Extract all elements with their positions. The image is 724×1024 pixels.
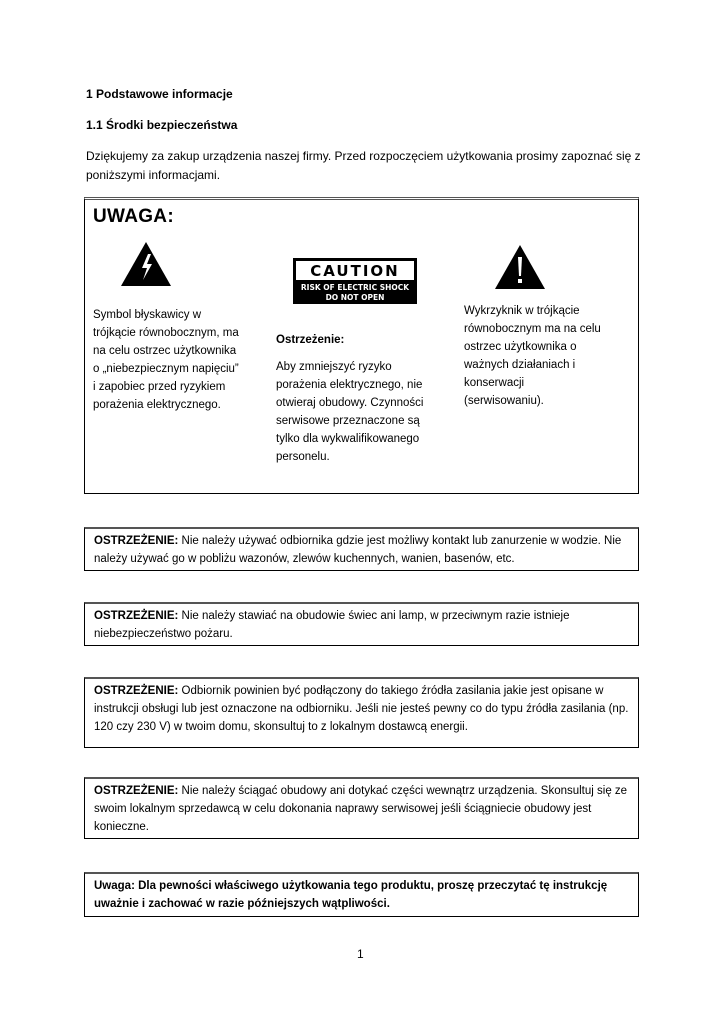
lightning-symbol-description: Symbol błyskawicy w trójkącie równobocznym, ma na celu ostrzec użytkownika o „niebezpiecznym napięciu” i zapobiec przed ryzykiem porażenia elektrycznego. (93, 309, 239, 411)
warning-label: OSTRZEŻENIE: (94, 685, 179, 697)
caution-heading: Ostrzeżenie: (276, 334, 345, 346)
caution-description: Aby zmniejszyć ryzyko porażenia elektrycznego, nie otwieraj obudowy. Czynności serwisowe przeznaczone są tylko dla wykwalifikowanego personelu. (276, 361, 424, 463)
warning-text: Nie należy stawiać na obudowie świec ani lamp, w przeciwnym razie istnieje niebezpieczeństwo pożaru. (94, 610, 570, 640)
warning-label: OSTRZEŻENIE: (94, 610, 179, 622)
note-box (84, 872, 639, 917)
warning-box (84, 777, 639, 839)
warning-box (84, 527, 639, 571)
warning-label: OSTRZEŻENIE: (94, 785, 179, 797)
warning-text: Nie należy ściągać obudowy ani dotykać części wewnątrz urządzenia. Skonsultuj się ze swoim lokalnym sprzedawcą w celu dokonania naprawy serwisowej jeśli ściągniecie obudowy jest konieczne. (94, 785, 628, 833)
exclamation-triangle-icon (495, 245, 545, 289)
page-number: 1 (357, 947, 364, 961)
intro-paragraph: Dziękujemy za zakup urządzenia naszej firmy. Przed rozpoczęciem użytkowania prosimy zapoznać się z poniższymi informacjami. (86, 149, 641, 182)
uwaga-box (84, 197, 639, 494)
warning-box (84, 602, 639, 646)
subsection-heading: 1.1 Środki bezpieczeństwa (86, 118, 238, 132)
caution-label-icon (293, 258, 417, 304)
caution-word: CAUTION (310, 262, 400, 280)
warning-text: Odbiornik powinien być podłączony do takiego źródła zasilania jakie jest opisane w instrukcji obsługi lub jest oznaczone na odbiorniku. Jeśli nie jesteś pewny co do typu źródła zasilania (np. 120 czy 230 V) w twoim domu, skonsultuj to z lokalnym dostawcą energii. (94, 685, 629, 733)
warning-text: Nie należy używać odbiornika gdzie jest możliwy kontakt lub zanurzenie w wodzie. Nie należy używać go w pobliżu wazonów, zlewów kuchennych, wanien, basenów, etc. (94, 535, 622, 565)
caution-line-2: RISK OF ELECTRIC SHOCK (300, 283, 410, 292)
section-heading: 1 Podstawowe informacje (86, 87, 233, 101)
caution-line-3: DO NOT OPEN (325, 293, 385, 302)
lightning-triangle-icon (121, 242, 171, 286)
warning-label: OSTRZEŻENIE: (94, 535, 179, 547)
warning-box (84, 677, 639, 748)
uwaga-title: UWAGA: (93, 206, 174, 227)
note-text: Uwaga: Dla pewności właściwego użytkowania tego produktu, proszę przeczytać tę instrukcję uważnie i zachować w razie późniejszych wątpliwości. (94, 880, 608, 910)
exclamation-symbol-description: Wykrzyknik w trójkącie równobocznym ma na celu ostrzec użytkownika o ważnych działaniach i konserwacji (serwisowaniu). (464, 305, 601, 407)
